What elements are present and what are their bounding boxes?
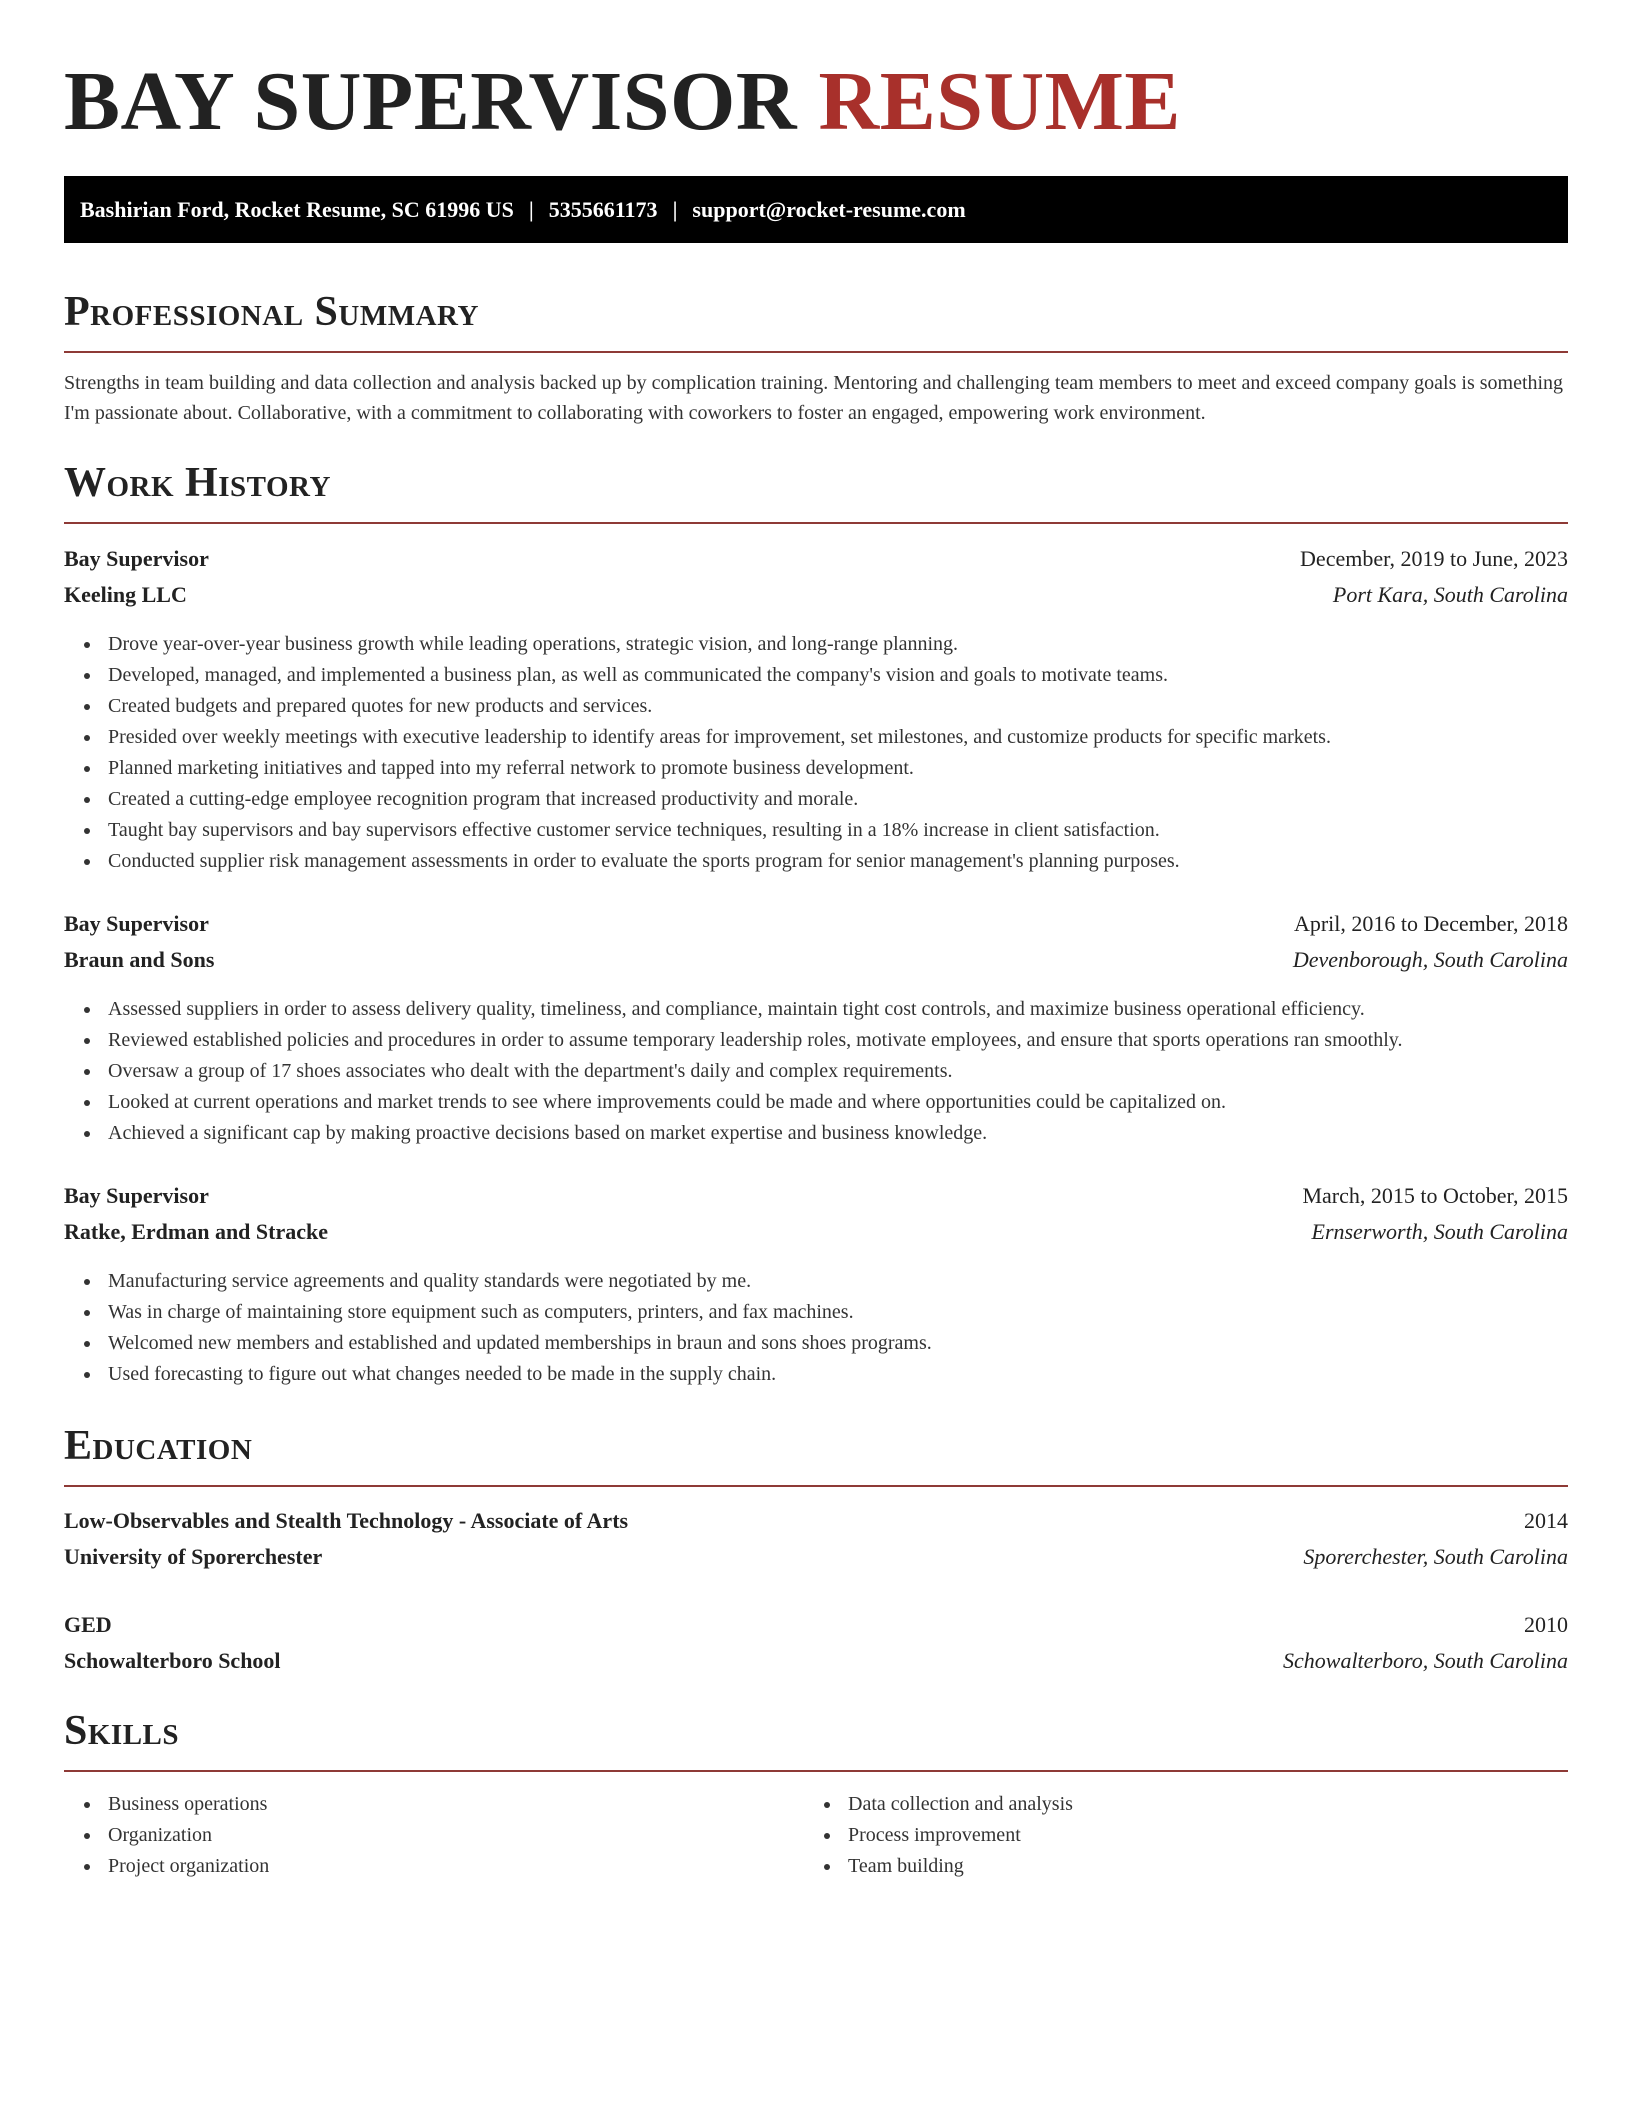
title-main: BAY SUPERVISOR [64,55,798,148]
work-rule [64,522,1568,524]
education-entry [64,1503,1568,1539]
skills-heading: Skills [64,1708,180,1754]
job-dates: April, 2016 to December, 2018 [1293,911,1568,936]
job-company: Braun and Sons [64,947,215,972]
education-school-row [64,1643,1568,1679]
job-title: Bay Supervisor [64,1183,209,1208]
contact-address: Bashirian Ford, Rocket Resume, SC 61996 US [80,197,514,222]
skill-item: Project organization [108,1851,808,1882]
job-bullets [64,1266,1568,1390]
contact-separator: | [672,197,678,222]
education-school: Schowalterboro School [64,1648,281,1673]
education-entry [64,1607,1568,1643]
education-year: 2010 [1524,1612,1568,1637]
skills-rule [64,1770,1568,1772]
job-bullets [64,629,1568,877]
list-item: Presided over weekly meetings with executive leadership to identify areas for improvement, set milestones, and customize products for specific markets. [108,722,1568,753]
job-dates: March, 2015 to October, 2015 [1302,1183,1568,1208]
job-header [64,906,1568,942]
job-header [64,541,1568,577]
job-company-row [64,942,1568,978]
skills-column-right [804,1789,1548,1882]
resume-page [64,0,1568,1877]
skills-section [64,1703,1568,1759]
list-item: Looked at current operations and market trends to see where improvements could be made and where opportunities could be capitalized on. [108,1087,1568,1118]
skills-list [64,1789,1568,1889]
education-location: Schowalterboro, South Carolina [1283,1648,1568,1673]
education-year: 2014 [1524,1508,1568,1533]
list-item: Reviewed established policies and procedures in order to assume temporary leadership roles, motivate employees, and ensure that sports operations ran smoothly. [108,1025,1568,1056]
skills-column-left [64,1789,808,1882]
education-location: Sporerchester, South Carolina [1303,1544,1568,1569]
job-title: Bay Supervisor [64,546,209,571]
list-item: Assessed suppliers in order to assess delivery quality, timeliness, and compliance, maintain tight cost controls, and maximize business operational efficiency. [108,994,1568,1025]
summary-rule [64,351,1568,353]
education-rule [64,1485,1568,1487]
job-location: Devenborough, South Carolina [1292,947,1568,972]
list-item: Planned marketing initiatives and tapped into my referral network to promote business development. [108,753,1568,784]
list-item: Used forecasting to figure out what changes needed to be made in the supply chain. [108,1359,1568,1390]
education-school-row [64,1539,1568,1575]
skill-item: Team building [848,1851,1548,1882]
job-company-row [64,577,1568,613]
job-company: Keeling LLC [64,582,187,607]
job-company-row [64,1214,1568,1250]
job-company: Ratke, Erdman and Stracke [64,1219,329,1244]
list-item: Taught bay supervisors and bay supervisors effective customer service techniques, resulting in a 18% increase in client satisfaction. [108,815,1568,846]
list-item: Welcomed new members and established and updated memberships in braun and sons shoes programs. [108,1328,1568,1359]
list-item: Developed, managed, and implemented a business plan, as well as communicated the company's vision and goals to motivate teams. [108,660,1568,691]
skill-item: Process improvement [848,1820,1548,1851]
summary-heading: Professional Summary [64,289,479,335]
list-item: Conducted supplier risk management assessments in order to evaluate the sports program for senior management's planning purposes. [108,846,1568,877]
summary-section [64,284,1568,340]
job-header [64,1178,1568,1214]
contact-bar [64,176,1568,243]
contact-separator: | [528,197,534,222]
contact-email[interactable]: support@rocket-resume.com [692,197,966,222]
education-degree: GED [64,1612,112,1637]
resume-title [64,55,1568,148]
education-degree: Low-Observables and Stealth Technology - Associate of Arts [64,1508,629,1533]
work-section [64,455,1568,511]
skill-item: Data collection and analysis [848,1789,1548,1820]
skill-item: Business operations [108,1789,808,1820]
education-school: University of Sporerchester [64,1544,323,1569]
summary-text: Strengths in team building and data collection and analysis backed up by complication training. Mentoring and challenging team members to meet and exceed company goals is something I'm passionate about. Collaborative, with a commitment to collaborating with coworkers to foster an engaged, empowering work environment. [64,372,1564,424]
list-item: Achieved a significant cap by making proactive decisions based on market expertise and business knowledge. [108,1118,1568,1149]
list-item: Created a cutting-edge employee recognition program that increased productivity and morale. [108,784,1568,815]
skill-item: Organization [108,1820,808,1851]
job-title: Bay Supervisor [64,911,209,936]
job-location: Port Kara, South Carolina [1332,582,1568,607]
list-item: Was in charge of maintaining store equipment such as computers, printers, and fax machines. [108,1297,1568,1328]
job-bullets [64,994,1568,1149]
list-item: Oversaw a group of 17 shoes associates who dealt with the department's daily and complex requirements. [108,1056,1568,1087]
job-location: Ernserworth, South Carolina [1311,1219,1568,1244]
work-heading: Work History [64,460,331,506]
contact-phone[interactable]: 5355661173 [548,197,658,222]
list-item: Drove year-over-year business growth while leading operations, strategic vision, and long-range planning. [108,629,1568,660]
list-item: Manufacturing service agreements and quality standards were negotiated by me. [108,1266,1568,1297]
education-heading: Education [64,1423,253,1469]
list-item: Created budgets and prepared quotes for new products and services. [108,691,1568,722]
title-accent: RESUME [818,55,1181,148]
job-dates: December, 2019 to June, 2023 [1300,546,1568,571]
education-section [64,1418,1568,1474]
